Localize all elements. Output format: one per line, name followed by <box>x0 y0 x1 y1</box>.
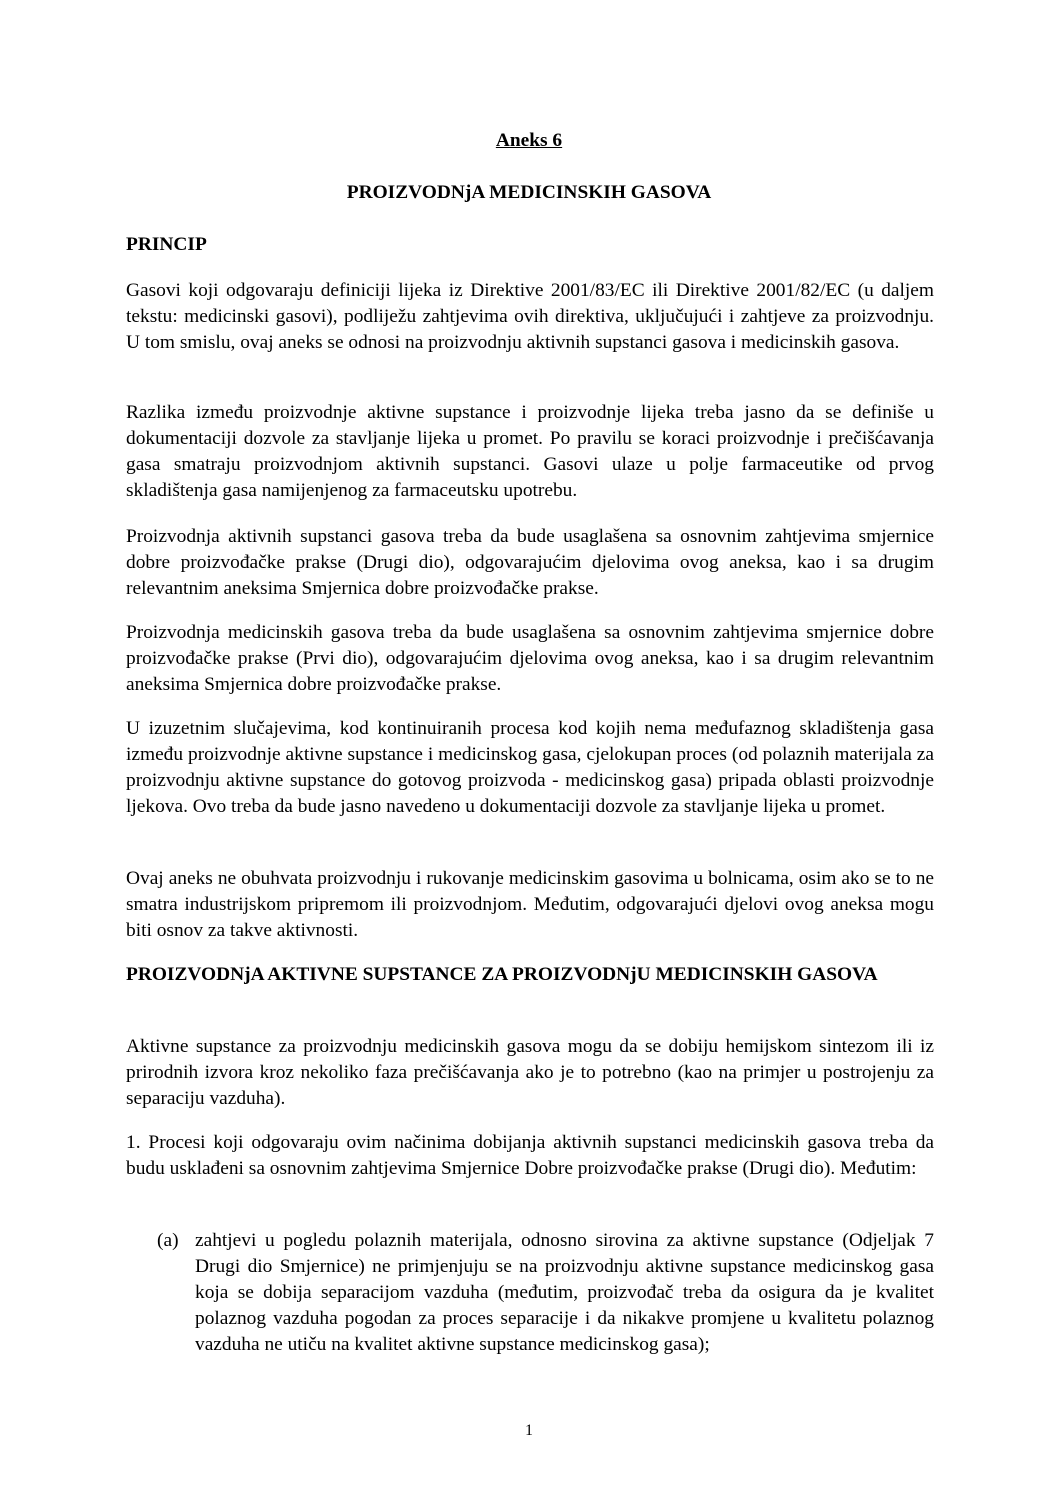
paragraph-6: Ovaj aneks ne obuhvata proizvodnju i rukovanje medicinskim gasovima u bolnicama, osim ako se to ne smatra industrijskom pripremom ili proizvodnjom. Međutim, odgovarajući djelovi ovog aneksa mogu biti osnov za takve aktivnosti. <box>126 868 934 941</box>
paragraph-5: U izuzetnim slučajevima, kod kontinuiranih procesa kod kojih nema međufaznog skladištenja gasa između proizvodnje aktivne supstance i medicinskog gasa, cjelokupan proces (od polaznih materijala za proizvodnju aktivne supstance do gotovog proizvoda - medicinskog gasa) pripada oblasti proizvodnje ljekova. Ovo treba da bude jasno navedeno u dokumentaciji dozvole za stavljanje lijeka u promet. <box>126 718 934 817</box>
section2-intro: Aktivne supstance za proizvodnju medicinskih gasova mogu da se dobiju hemijskom sintezom ili iz prirodnih izvora kroz nekoliko faza prečišćavanja ako je to potrebno (kao na primjer u postrojenju za separaciju vazduha). <box>126 1036 934 1109</box>
paragraph-1: Gasovi koji odgovaraju definiciji lijeka iz Direktive 2001/83/EC ili Direktive 2001/82/EC (u daljem tekstu: medicinski gasovi), podliježu zahtjevima ovih direktiva, uključujući i zahtjeve za proizvodnju. U tom smislu, ovaj aneks se odnosi na proizvodnju aktivnih supstanci gasova i medicinskih gasova. <box>126 280 934 353</box>
main-title: PROIZVODNjA MEDICINSKIH GASOVA <box>346 182 712 203</box>
paragraph-2: Razlika između proizvodnje aktivne supstance i proizvodnje lijeka treba jasno da se definiše u dokumentaciji dozvole za stavljanje lijeka u promet. Po pravilu se koraci proizvodnje i prečišćavanja gasa smatraju proizvodnjom aktivnih supstanci. Gasovi ulaze u polje farmaceutike od prvog skladištenja gasa namijenjenog za farmaceutsku upotrebu. <box>126 402 934 501</box>
subitem-a-text: zahtjevi u pogledu polaznih materijala, odnosno sirovina za aktivne supstance (Odjeljak 7 Drugi dio Smjernice) ne primjenjuju se na proizvodnju aktivne supstance medicinskog gasa koja se dobija separacijom vazduha (međutim, proizvođač treba da osigura da je kvalitet polaznog vazduha pogodan za proces separacije i da nikakve promjene u kvalitetu polaznog vazduha ne utiču na kvalitet aktivne supstance medicinskog gasa); <box>195 1230 934 1355</box>
page-number: 1 <box>525 1422 533 1439</box>
paragraph-3: Proizvodnja aktivnih supstanci gasova treba da bude usaglašena sa osnovnim zahtjevima smjernice dobre proizvođačke prakse (Drugi dio), odgovarajućim djelovima ovog aneksa, kao i sa drugim relevantnim aneksima Smjernica dobre proizvođačke prakse. <box>126 526 934 599</box>
paragraph-4: Proizvodnja medicinskih gasova treba da bude usaglašena sa osnovnim zahtjevima smjernice dobre proizvođačke prakse (Prvi dio), odgovarajućim djelovima ovog aneksa, kao i sa drugim relevantnim aneksima Smjernica dobre proizvođačke prakse. <box>126 622 934 695</box>
section-heading-princip: PRINCIP <box>126 234 207 255</box>
annex-title: Aneks 6 <box>495 130 563 151</box>
list-item-1: 1. Procesi koji odgovaraju ovim načinima dobijanja aktivnih supstanci medicinskih gasova treba da budu usklađeni sa osnovnim zahtjevima Smjernice Dobre proizvođačke prakse (Drugi dio). Međutim: <box>126 1132 934 1179</box>
section-heading-active-substance: PROIZVODNjA AKTIVNE SUPSTANCE ZA PROIZVODNjU MEDICINSKIH GASOVA <box>126 964 878 985</box>
subitem-a <box>157 1228 934 1358</box>
subitem-a-marker: (a) <box>157 1230 179 1251</box>
